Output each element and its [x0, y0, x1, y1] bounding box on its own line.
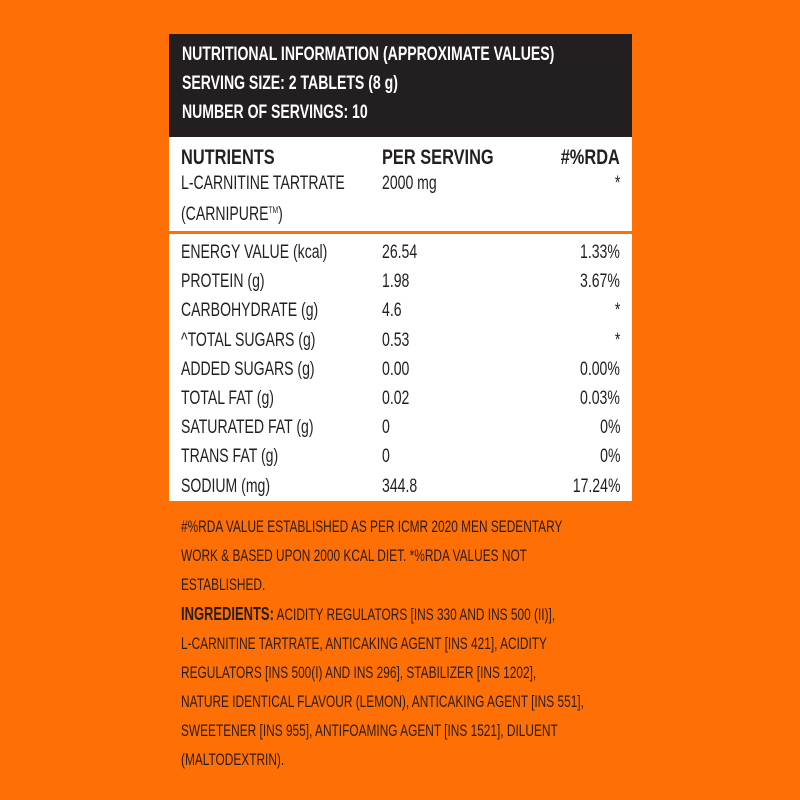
- nutrient-rda: 1.33%: [580, 242, 620, 263]
- ingredients-line: NATURE IDENTICAL FLAVOUR (LEMON), ANTICAKING AGENT [INS 551],: [181, 693, 584, 711]
- table-row: [169, 413, 632, 442]
- ingredients-line: [181, 600, 556, 630]
- nutrition-title: NUTRITIONAL INFORMATION (APPROXIMATE VALUES): [182, 44, 555, 65]
- nutrient-rda: 0%: [599, 417, 620, 439]
- nutrient-value: 1.98: [382, 271, 410, 293]
- col-per-serving: PER SERVING: [382, 146, 494, 169]
- featured-section: [169, 137, 632, 231]
- nutrient-rows: [169, 234, 632, 501]
- table-row: [169, 472, 632, 501]
- featured-value: 2000 mg: [382, 173, 437, 194]
- footnote-line: ESTABLISHED.: [181, 576, 266, 594]
- servings-count: NUMBER OF SERVINGS: 10: [182, 102, 368, 123]
- nutrient-rda: 17.24%: [572, 475, 620, 497]
- footnote-line: WORK & BASED UPON 2000 KCAL DIET. *%RDA VALUES NOT: [181, 547, 527, 565]
- featured-row: [169, 171, 632, 197]
- ingredients-line: L-CARNITINE TARTRATE, ANTICAKING AGENT [INS 421], ACIDITY: [181, 635, 547, 653]
- table-row: [169, 296, 632, 325]
- label-notes: [181, 513, 681, 775]
- nutrient-rda: 0.00%: [580, 358, 620, 380]
- table-row: [169, 326, 632, 355]
- table-row: [169, 355, 632, 384]
- ingredients-line: SWEETENER [INS 955], ANTIFOAMING AGENT [INS 1521], DILUENT: [181, 722, 558, 740]
- nutrient-rda: 0.03%: [580, 387, 620, 409]
- featured-rda: *: [614, 173, 620, 194]
- nutrient-value: 344.8: [382, 475, 418, 497]
- col-nutrients: NUTRIENTS: [181, 146, 275, 169]
- nutrient-name: SODIUM (mg): [181, 475, 271, 497]
- nutrition-panel: [169, 34, 632, 501]
- nutrient-value: 0: [382, 417, 390, 439]
- nutrient-name: ADDED SUGARS (g): [181, 358, 315, 380]
- col-rda: #%RDA: [560, 146, 620, 169]
- nutrient-rda: 0%: [599, 446, 620, 468]
- featured-row-cont: [169, 197, 632, 223]
- brand-name: (CARNIPURE: [181, 204, 269, 225]
- nutrient-value: 0.00: [382, 358, 410, 380]
- nutrient-name: TOTAL FAT (g): [181, 387, 274, 409]
- nutrient-value: 0.53: [382, 329, 410, 351]
- ingredients-line: (MALTODEXTRIN).: [181, 751, 285, 769]
- nutrient-rda: *: [614, 329, 620, 351]
- table-row: [169, 238, 632, 267]
- serving-size: SERVING SIZE: 2 TABLETS (8 g): [182, 73, 398, 94]
- nutrient-value: 26.54: [382, 242, 418, 263]
- nutrition-header: [169, 34, 632, 137]
- featured-name: L-CARNITINE TARTRATE: [181, 173, 345, 194]
- nutrient-name: ^TOTAL SUGARS (g): [181, 329, 316, 351]
- table-row: [169, 267, 632, 296]
- table-row: [169, 384, 632, 413]
- ingredients-label: INGREDIENTS:: [181, 604, 274, 624]
- ingredients-text: ACIDITY REGULATORS [INS 330 AND INS 500 (II)],: [273, 606, 556, 624]
- nutrient-name: TRANS FAT (g): [181, 446, 279, 468]
- nutrient-name: SATURATED FAT (g): [181, 417, 314, 439]
- nutrient-value: 0.02: [382, 387, 410, 409]
- ingredients-line: REGULATORS [INS 500(I) AND INS 296], STABILIZER [INS 1202],: [181, 664, 537, 682]
- nutrient-value: 0: [382, 446, 390, 468]
- nutrient-rda: 3.67%: [580, 271, 620, 293]
- nutrient-name: CARBOHYDRATE (g): [181, 300, 319, 322]
- footnote-line: #%RDA VALUE ESTABLISHED AS PER ICMR 2020 MEN SEDENTARY: [181, 518, 563, 536]
- table-row: [169, 442, 632, 471]
- column-headers: [169, 143, 632, 171]
- nutrient-value: 4.6: [382, 300, 402, 322]
- nutrient-name: ENERGY VALUE (kcal): [181, 242, 328, 263]
- nutrition-table: [169, 137, 632, 501]
- nutrient-rda: *: [614, 300, 620, 322]
- nutrient-name: PROTEIN (g): [181, 271, 265, 293]
- trademark: TM: [268, 205, 279, 215]
- featured-brand: [181, 197, 283, 228]
- brand-close: ): [278, 204, 283, 225]
